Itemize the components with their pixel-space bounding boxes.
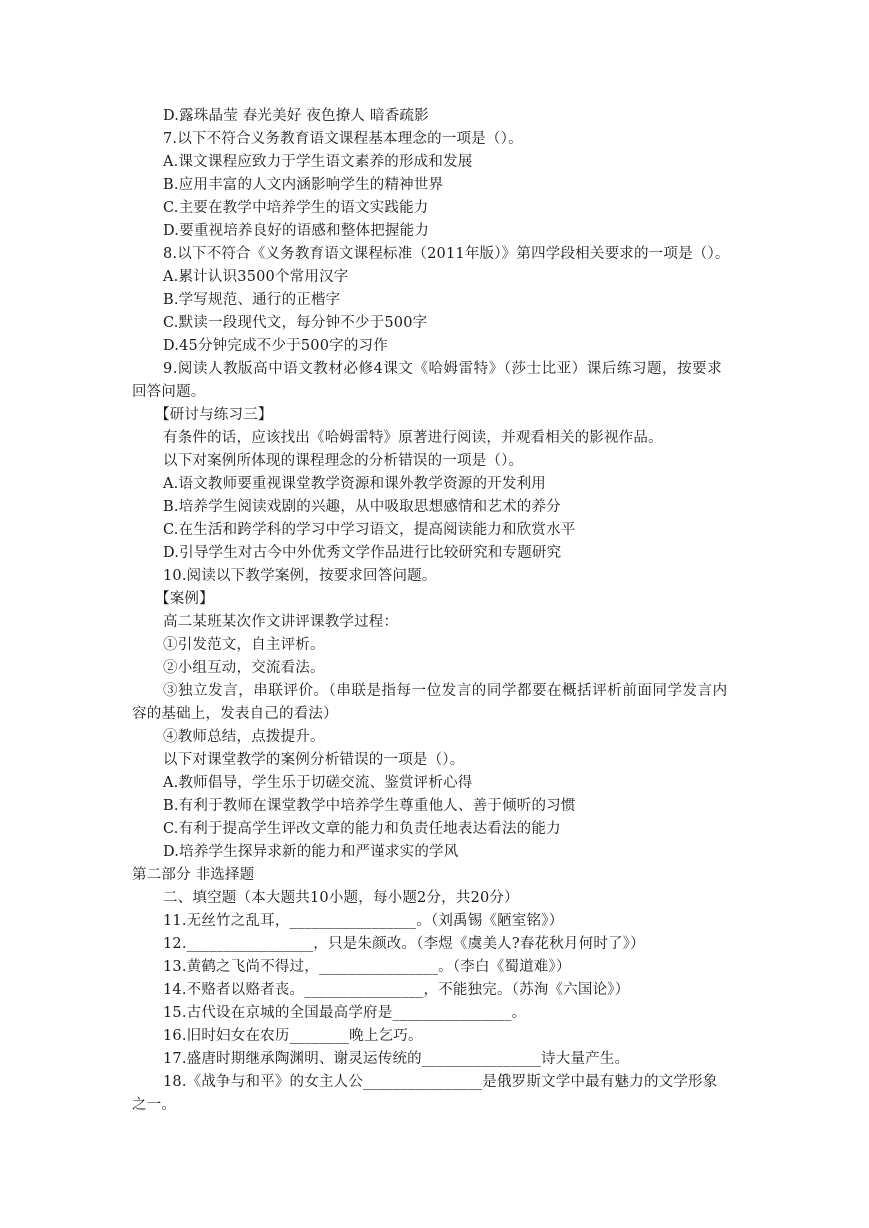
question-line: 8.以下不符合《义务教育语文课程标准（2011年版）》第四学段相关要求的一项是（）。 [163, 246, 730, 262]
option-line: D.引导学生对古今中外优秀文学作品进行比较研究和专题研究 [163, 545, 562, 561]
option-line: A.累计认识3500个常用汉字 [163, 269, 349, 285]
option-line: A.课文课程应致力于学生语文素养的形成和发展 [163, 154, 473, 170]
section-heading: 二、填空题（本大题共10小题，每小题2分，共20分） [163, 890, 519, 906]
fill-blank-question: 14.不赂者以赂者丧。________________，不能独完。（苏洵《六国论》） [163, 982, 630, 998]
option-line: D.露珠晶莹 春光美好 夜色撩人 暗香疏影 [163, 108, 429, 124]
paragraph-line: ③独立发言，串联评价。（串联是指每一位发言的同学都要在概括评析前面同学发言内 [163, 683, 728, 699]
option-line: D.45分钟完成不少于500字的习作 [163, 338, 388, 354]
option-line: C.默读一段现代文，每分钟不少于500字 [163, 315, 428, 331]
fill-blank-question: 15.古代设在京城的全国最高学府是________________。 [163, 1005, 527, 1021]
option-line: C.在生活和跨学科的学习中学习语文，提高阅读能力和欣赏水平 [163, 522, 576, 538]
option-line: A.教师倡导，学生乐于切磋交流、鉴赏评析心得 [163, 775, 473, 791]
option-line: B.有利于教师在课堂教学中培养学生尊重他人、善于倾听的习惯 [163, 798, 576, 814]
option-line: B.学写规范、通行的正楷字 [163, 292, 341, 308]
fill-blank-question: 17.盛唐时期继承陶渊明、谢灵运传统的________________诗大量产生。 [163, 1051, 630, 1067]
fill-blank-question: 13.黄鹤之飞尚不得过，________________。（李白《蜀道难》） [163, 959, 571, 975]
fill-blank-question: 12._________________，只是朱颜改。（李煜《虞美人?春花秋月何时了》） [163, 936, 645, 952]
section-heading: 【案例】 [155, 591, 214, 607]
fill-blank-question: 之一。 [132, 1097, 177, 1113]
question-line: 7.以下不符合义务教育语文课程基本理念的一项是（）。 [163, 131, 523, 147]
fill-blank-question: 11.无丝竹之乱耳，_________________。（刘禹锡《陋室铭》） [163, 913, 564, 929]
paragraph-line: 有条件的话，应该找出《哈姆雷特》原著进行阅读，并观看相关的影视作品。 [163, 430, 663, 446]
question-line: 9.阅读人教版高中语文教材必修4课文《哈姆雷特》（莎士比亚）课后练习题，按要求 [163, 361, 723, 377]
paragraph-line: ④教师总结，点拨提升。 [163, 729, 325, 745]
part-heading: 第二部分 非选择题 [132, 867, 255, 883]
fill-blank-question: 18.《战争与和平》的女主人公________________是俄罗斯文学中最有魅力的文学形象 [163, 1074, 718, 1090]
question-line: 回答问题。 [132, 384, 206, 400]
option-line: B.培养学生阅读戏剧的兴趣，从中吸取思想感情和艺术的养分 [163, 499, 561, 515]
paragraph-line: ②小组互动，交流看法。 [163, 660, 325, 676]
question-line: 10.阅读以下教学案例，按要求回答问题。 [163, 568, 437, 584]
paragraph-line: 容的基础上，发表自己的看法） [132, 706, 338, 722]
option-line: A.语文教师要重视课堂教学资源和课外教学资源的开发利用 [163, 476, 546, 492]
paragraph-line: ①引发范文，自主评析。 [163, 637, 325, 653]
section-heading: 【研讨与练习三】 [155, 407, 273, 423]
option-line: D.培养学生探异求新的能力和严谨求实的学风 [163, 844, 459, 860]
question-line: 以下对案例所体现的课程理念的分析错误的一项是（）。 [163, 453, 524, 469]
question-line: 以下对课堂教学的案例分析错误的一项是（）。 [163, 752, 465, 768]
option-line: B.应用丰富的人文内涵影响学生的精神世界 [163, 177, 444, 193]
option-line: D.要重视培养良好的语感和整体把握能力 [163, 223, 430, 239]
paragraph-line: 高二某班某次作文讲评课教学过程： [163, 614, 399, 630]
option-line: C.有利于提高学生评改文章的能力和负责任地表达看法的能力 [163, 821, 561, 837]
option-line: C.主要在教学中培养学生的语文实践能力 [163, 200, 429, 216]
fill-blank-question: 16.旧时妇女在农历________晚上乞巧。 [163, 1028, 423, 1044]
